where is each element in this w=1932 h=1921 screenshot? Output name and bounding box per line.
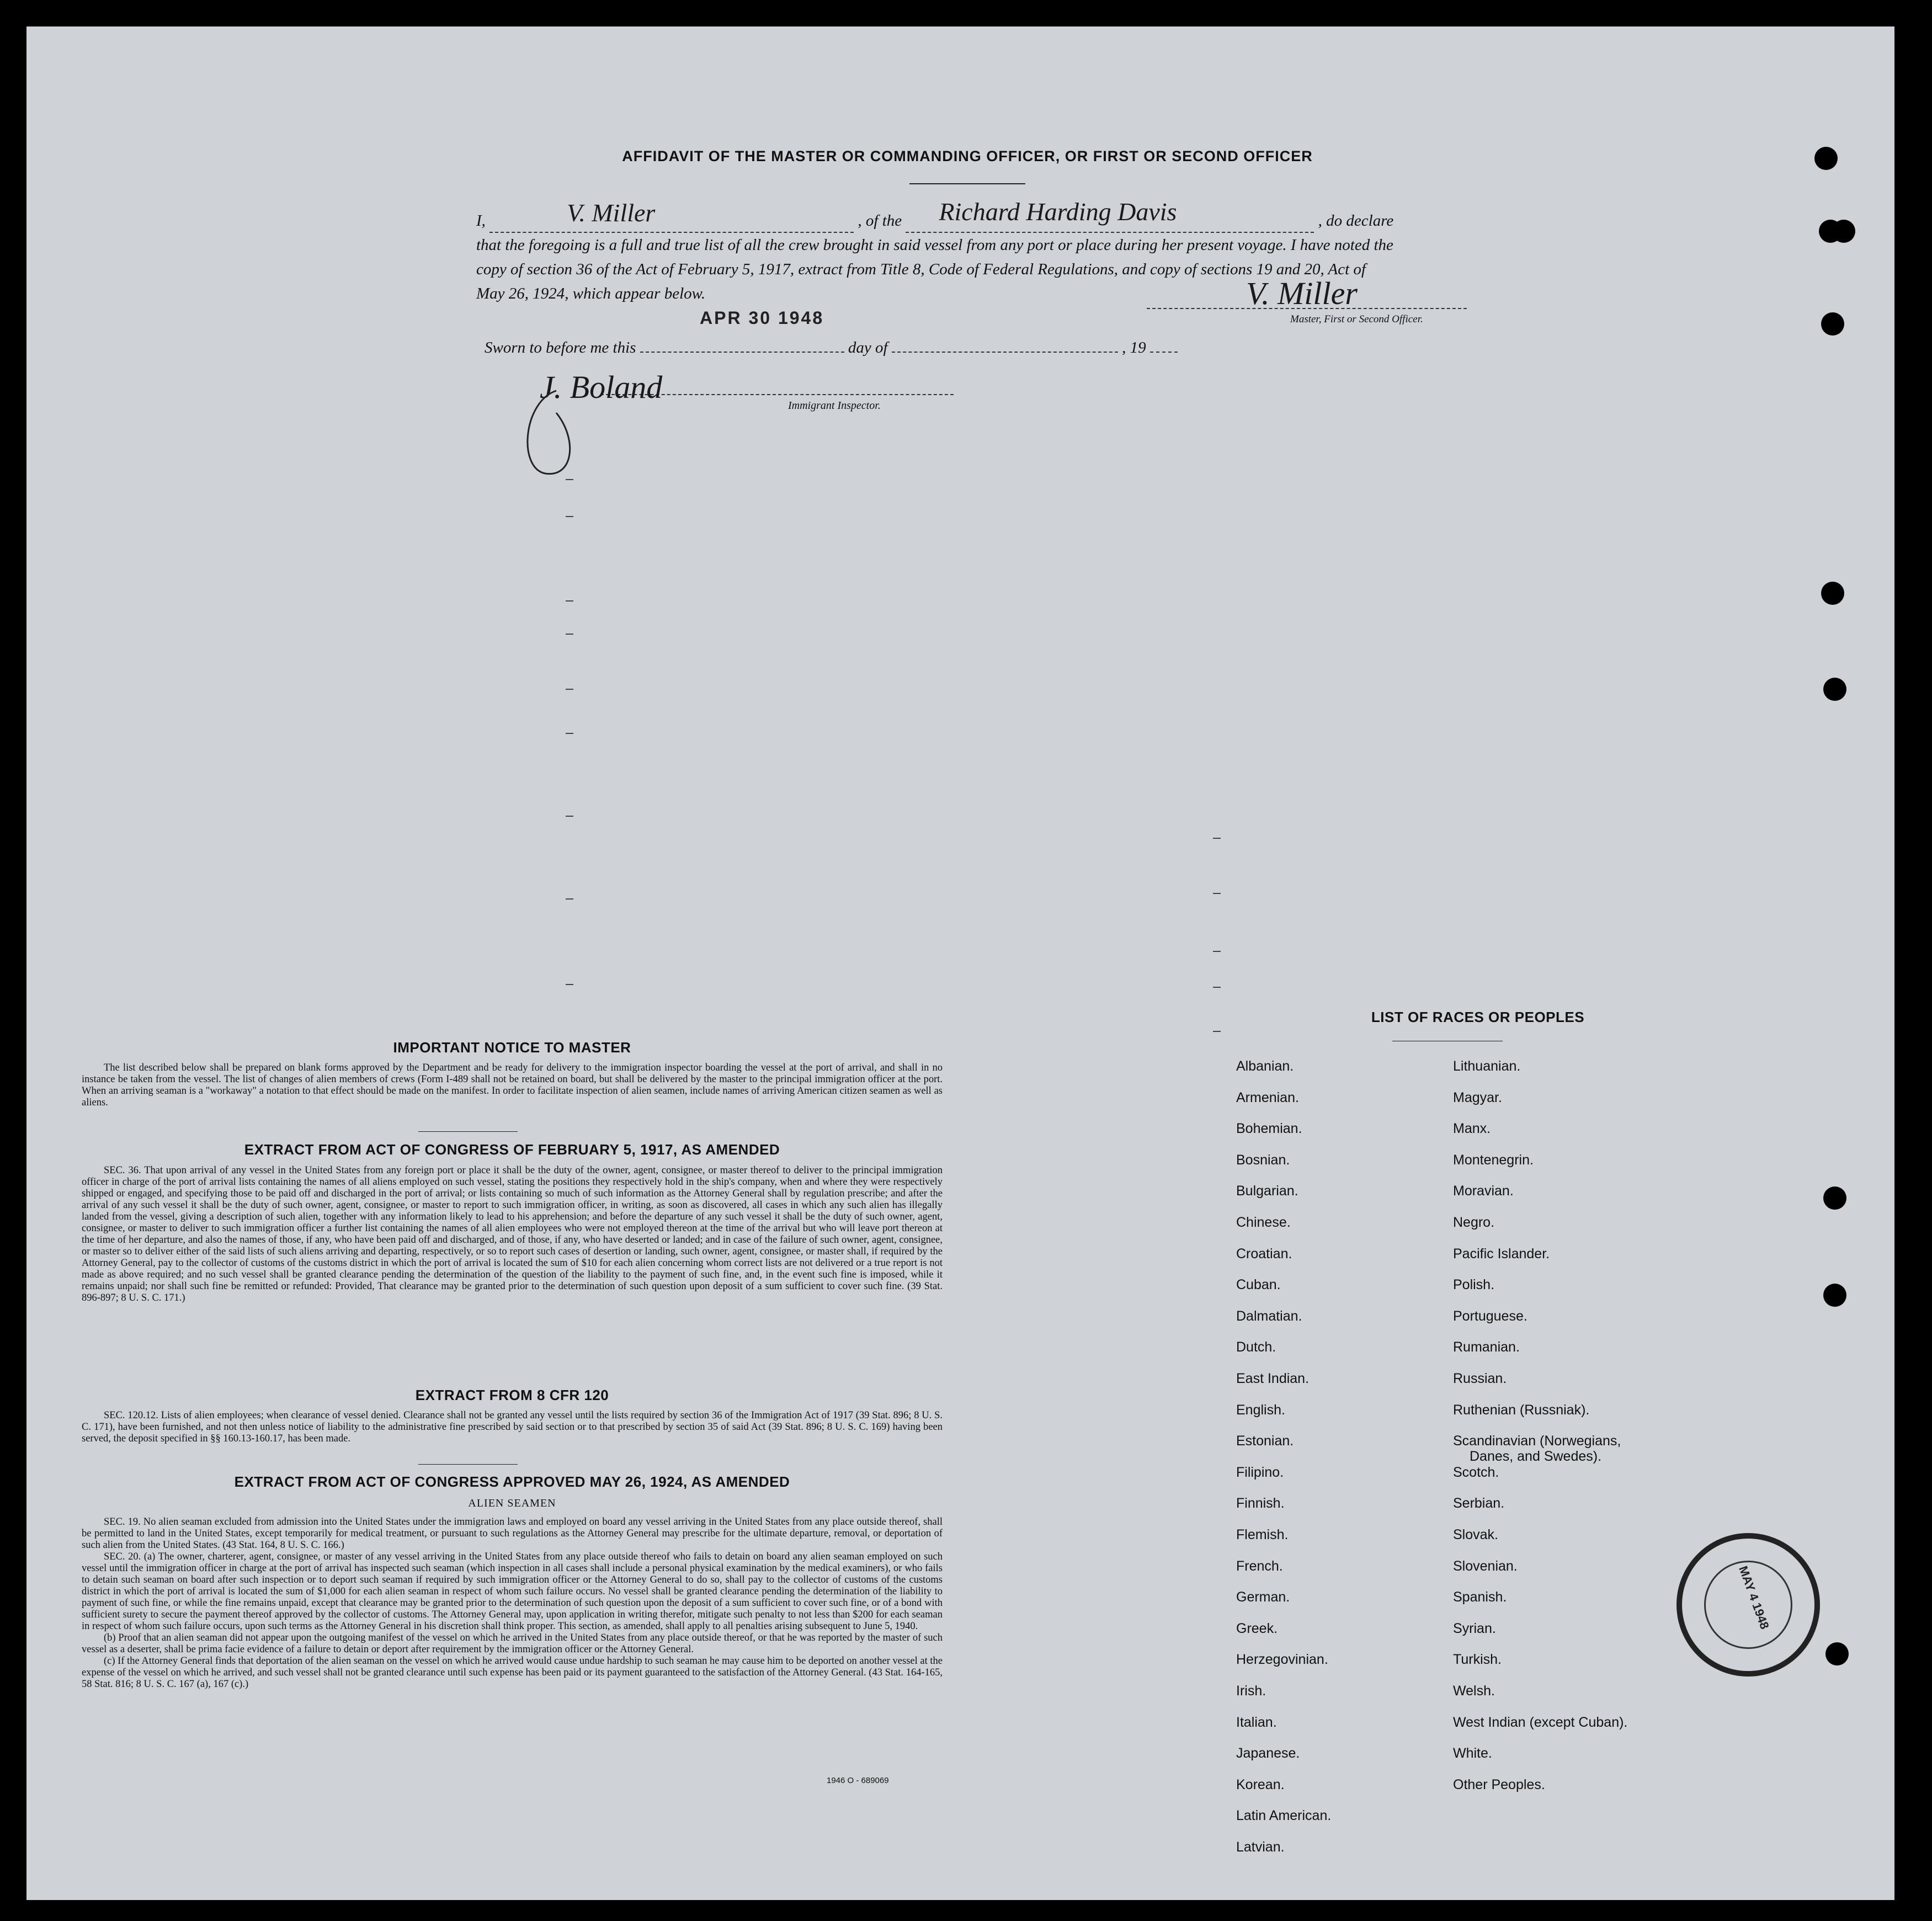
race-item: Korean. — [1236, 1776, 1285, 1792]
receipt-stamp-date: MAY 4 1948 — [1736, 1564, 1772, 1631]
race-item: English. — [1236, 1402, 1285, 1418]
document-sheet — [26, 26, 1894, 1900]
vessel-name-handwriting: Richard Harding Davis — [939, 198, 1177, 226]
race-item: German. — [1236, 1589, 1290, 1605]
officer-name-handwriting: V. Miller — [567, 199, 656, 227]
sec-20a-paragraph: SEC. 20. (a) The owner, charterer, agent, consignee, or master of any vessel arriving in the United States from any place outside thereof who fails to detain on board any alien seaman employed on such vessel until the immigration officer in charge at the port of arrival has inspected such seaman (which inspection in all cases shall include a personal physical examination by the medical examiners), or who fails to detain such seaman on board after such inspection or to deport such seaman if required by such immigration officer or the Attorney General to do so, shall pay to the collector of customs of the customs district in which the port of arrival is located the sum of $1,000 for each alien seaman in respect of whom such failure occurs. No vessel shall be granted clearance pending the determination of the liability to payment of such fine, or while the fine remains unpaid, except that clearance may be granted prior to the determination of such question upon the deposit of a sum sufficient to cover such fine, or of a bond with sufficient surety to secure the payment thereof approved by the collector of customs. The Attorney General may, upon application in writing therefor, mitigate such penalty to not less than $200 for each seaman in respect of whom such failure occurs, upon such terms as the Attorney General in his discretion shall think proper. This section, as amended, shall apply to all penalties arising subsequent to June 5, 1940. — [82, 1551, 943, 1632]
do-declare-label: , do declare — [1318, 212, 1394, 230]
race-item: Chinese. — [1236, 1215, 1291, 1230]
race-item: Turkish. — [1453, 1652, 1502, 1668]
race-item: Albanian. — [1236, 1058, 1294, 1074]
race-item: Negro. — [1453, 1215, 1495, 1230]
day-of-label: day of — [848, 339, 888, 356]
race-item: Bohemian. — [1236, 1121, 1302, 1137]
extract-1924-title: EXTRACT FROM ACT OF CONGRESS APPROVED MAY 26, 1924, AS AMENDED — [234, 1473, 790, 1490]
race-item: Danes, and Swedes). — [1470, 1449, 1602, 1465]
affidavit-text — [476, 198, 1525, 306]
affidavit-title: AFFIDAVIT OF THE MASTER OR COMMANDING OFFICER, OR FIRST OR SECOND OFFICER — [622, 148, 1313, 164]
race-item: Serbian. — [1453, 1496, 1505, 1512]
race-item: Latvian. — [1236, 1839, 1285, 1855]
sworn-day-field — [640, 352, 844, 353]
race-item: Herzegovinian. — [1236, 1652, 1328, 1668]
race-item: Slovak. — [1453, 1527, 1498, 1542]
sec-36-paragraph: SEC. 36. That upon arrival of any vessel in the United States from any foreign port or place it shall be the duty of the owner, agent, consignee, or master thereof to deliver to the principal immigration officer in charge of the port of arrival lists containing the names of all aliens employed on such vessel, stating the positions they respectively hold in the ship's company, when and where they were respectively shipped or engaged, and specifying those to be paid off and discharged in the port of arrival; or lists containing so much of such information as the Attorney General shall by regulation prescribe; and after the arrival of any such vessel it shall be the duty of such owner, agent, consignee, or master to report to such immigration officer, in writing, as soon as discovered, all cases in which any such alien has illegally landed from the vessel, giving a description of such alien, together with any information likely to lead to his apprehension; and before the departure of any such vessel it shall be the duty of such owner, agent, consignee, or master to deliver to such immigration officer a further list containing the names of all alien employees who were not employed thereon at the time of the arrival but who will leave port thereon at the time of her departure, and also the names of those, if any, who have been paid off and discharged, and of those, if any, who have deserted or landed; and in case of the failure of such owner, agent, consignee, or master so to deliver either of the said lists of such aliens arriving and departing, respectively, or so to report such cases of desertion or landing, such owner, agent, consignee, or master shall, if required by the Attorney General, pay to the collector of customs of the customs district in which the port of arrival is located the sum of $10 for each alien concerning whom correct lists are not delivered or a true report is not made as above required; and no such vessel shall be granted clearance pending the determination of the question of the liability to the payment of such fine, and, in the event such fine is imposed, while it remains unpaid; nor shall such fine be remitted or refunded: Provided, That clearance may be granted prior to the determination of such question upon deposit of a sum sufficient to cover such fine. (39 Stat. 896-897; 8 U. S. C. 171.) — [82, 1165, 943, 1303]
race-item: Bosnian. — [1236, 1152, 1290, 1168]
extract-cfr-text — [82, 1410, 943, 1445]
races-title: LIST OF RACES OR PEOPLES — [1371, 1009, 1585, 1025]
printer-mark: 1946 O - 689069 — [827, 1776, 889, 1785]
affidavit-line-2: that the foregoing is a full and true list of all the crew brought in said vessel from any port or place during her present voyage. I have noted the — [476, 236, 1393, 254]
inspector-caption: Immigrant Inspector. — [788, 400, 881, 412]
notice-paragraph: The list described below shall be prepared on blank forms approved by the Department and be ready for delivery to the immigration inspector boarding the vessel at the port of arrival, and shall in no instance be taken from the vessel. The list of changes of alien members of crews (Form I-489 shall not be retained on board, but shall be delivered by the master to the principal immigration officer at the port. When an arriving seaman is a "workaway" a notation to that effect should be made on the manifest. In order to facilitate inspection of alien seamen, include names of arriving American citizen seamen as well as aliens. — [82, 1062, 943, 1108]
alien-seamen-subtitle: ALIEN SEAMEN — [468, 1497, 556, 1509]
race-item: Slovenian. — [1453, 1558, 1518, 1574]
race-item: Scandinavian (Norwegians, — [1453, 1433, 1621, 1449]
race-item: Pacific Islander. — [1453, 1246, 1550, 1262]
sec-19-paragraph: SEC. 19. No alien seaman excluded from admission into the United States under the immigration laws and employed on board any vessel arriving in the United States from any place outside thereof, shall be permitted to land in the United States, except temporarily for medical treatment, or pursuant to such regulations as the Attorney General may prescribe for the ultimate departure, removal, or deportation of such alien from the United States. (43 Stat. 164, 8 U. S. C. 166.) — [82, 1516, 943, 1551]
race-item: White. — [1453, 1746, 1492, 1762]
race-item: Dutch. — [1236, 1339, 1276, 1355]
cfr-rule — [418, 1464, 518, 1465]
race-item: Magyar. — [1453, 1089, 1502, 1105]
race-item: Portuguese. — [1453, 1308, 1527, 1324]
officer-name-field — [489, 199, 854, 233]
extract-1917-text — [82, 1165, 943, 1304]
sec-20c-paragraph: (c) If the Attorney General finds that deportation of the alien seaman on the vessel on which he arrived would cause undue hardship to such seaman he may cause him to be deported on another vessel at the expense of the vessel on which he arrived, and such vessel shall not be granted clearance until such expense has been paid or its payment guaranteed to the satisfaction of the Attorney General. (43 Stat. 164-165, 58 Stat. 816; 8 U. S. C. 167 (a), 167 (c).) — [82, 1656, 943, 1690]
sworn-line — [485, 336, 1257, 360]
race-item: Scotch. — [1453, 1464, 1499, 1480]
race-item: Montenegrin. — [1453, 1152, 1534, 1168]
race-item: Japanese. — [1236, 1746, 1300, 1762]
race-item: Cuban. — [1236, 1277, 1281, 1293]
race-item: Latin American. — [1236, 1808, 1332, 1824]
race-item: Lithuanian. — [1453, 1058, 1521, 1074]
vessel-name-field — [906, 198, 1314, 233]
extract-1917-title: EXTRACT FROM ACT OF CONGRESS OF FEBRUARY 5, 1917, AS AMENDED — [244, 1141, 780, 1158]
race-item: Flemish. — [1236, 1527, 1289, 1542]
date-stamp: APR 30 1948 — [700, 308, 824, 328]
year-label: , 19 — [1122, 339, 1146, 356]
notice-text — [82, 1062, 943, 1109]
sworn-year-field — [1150, 352, 1178, 353]
notice-title: IMPORTANT NOTICE TO MASTER — [393, 1039, 631, 1056]
race-item: Ruthenian (Russniak). — [1453, 1402, 1590, 1418]
receipt-stamp — [1676, 1533, 1820, 1677]
master-signature-caption: Master, First or Second Officer. — [1290, 313, 1423, 325]
race-item: Moravian. — [1453, 1183, 1514, 1199]
extract-cfr-title: EXTRACT FROM 8 CFR 120 — [415, 1387, 609, 1403]
race-item: Finnish. — [1236, 1496, 1285, 1512]
master-signature: V. Miller — [1246, 275, 1358, 311]
race-item: Polish. — [1453, 1277, 1495, 1293]
affidavit-line-4: May 26, 1924, which appear below. — [476, 285, 706, 302]
race-item: West Indian (except Cuban). — [1453, 1714, 1628, 1730]
race-item: Manx. — [1453, 1121, 1491, 1137]
extract-1924-text — [82, 1516, 943, 1690]
notice-rule — [418, 1131, 518, 1132]
race-item: French. — [1236, 1558, 1283, 1574]
inspector-signature: J. Boland — [540, 369, 663, 405]
race-item: Syrian. — [1453, 1620, 1496, 1636]
sworn-month-field — [892, 352, 1118, 353]
of-the-label: , of the — [858, 212, 902, 230]
race-item: Russian. — [1453, 1371, 1507, 1386]
i-label: I, — [476, 212, 486, 230]
race-item: Dalmatian. — [1236, 1308, 1302, 1324]
sworn-label: Sworn to before me this — [485, 339, 636, 356]
race-item: East Indian. — [1236, 1371, 1310, 1386]
race-item: Filipino. — [1236, 1464, 1284, 1480]
affidavit-line-3: copy of section 36 of the Act of February 5, 1917, extract from Title 8, Code of Federal Regulations, and copy of sections 19 and 20, Act of — [476, 260, 1366, 278]
inspector-signature-loop — [512, 380, 606, 485]
race-item: Irish. — [1236, 1683, 1266, 1699]
race-item: Welsh. — [1453, 1683, 1495, 1699]
sec-20b-paragraph: (b) Proof that an alien seaman did not appear upon the outgoing manifest of the vessel on which he arrived in the United States from any place outside thereof, or that he was reported by the master of such vessel as a deserter, shall be prima facie evidence of a failure to detain or deport after requirement by the immigration officer or the Attorney General. — [82, 1632, 943, 1655]
race-item: Greek. — [1236, 1620, 1278, 1636]
race-item: Spanish. — [1453, 1589, 1507, 1605]
race-item: Italian. — [1236, 1714, 1277, 1730]
race-item: Armenian. — [1236, 1089, 1299, 1105]
title-rule — [909, 183, 1025, 184]
race-item: Other Peoples. — [1453, 1776, 1545, 1792]
race-item: Rumanian. — [1453, 1339, 1520, 1355]
race-item: Bulgarian. — [1236, 1183, 1298, 1199]
race-item: Estonian. — [1236, 1433, 1294, 1449]
race-item: Croatian. — [1236, 1246, 1292, 1262]
sec-120-12-paragraph: SEC. 120.12. Lists of alien employees; when clearance of vessel denied. Clearance shall not be granted any vessel until the lists required by section 36 of the Immigration Act of 1917 (39 Stat. 896; 8 U. S. C. 171), have been furnished, and not then unless notice of liability to the administrative fine prescribed by said section or to that prescribed by section 35 of said Act (39 Stat. 896; 8 U. S. C. 169) having been served, the deposit specified in §§ 160.13-160.17, has been made. — [82, 1410, 943, 1444]
